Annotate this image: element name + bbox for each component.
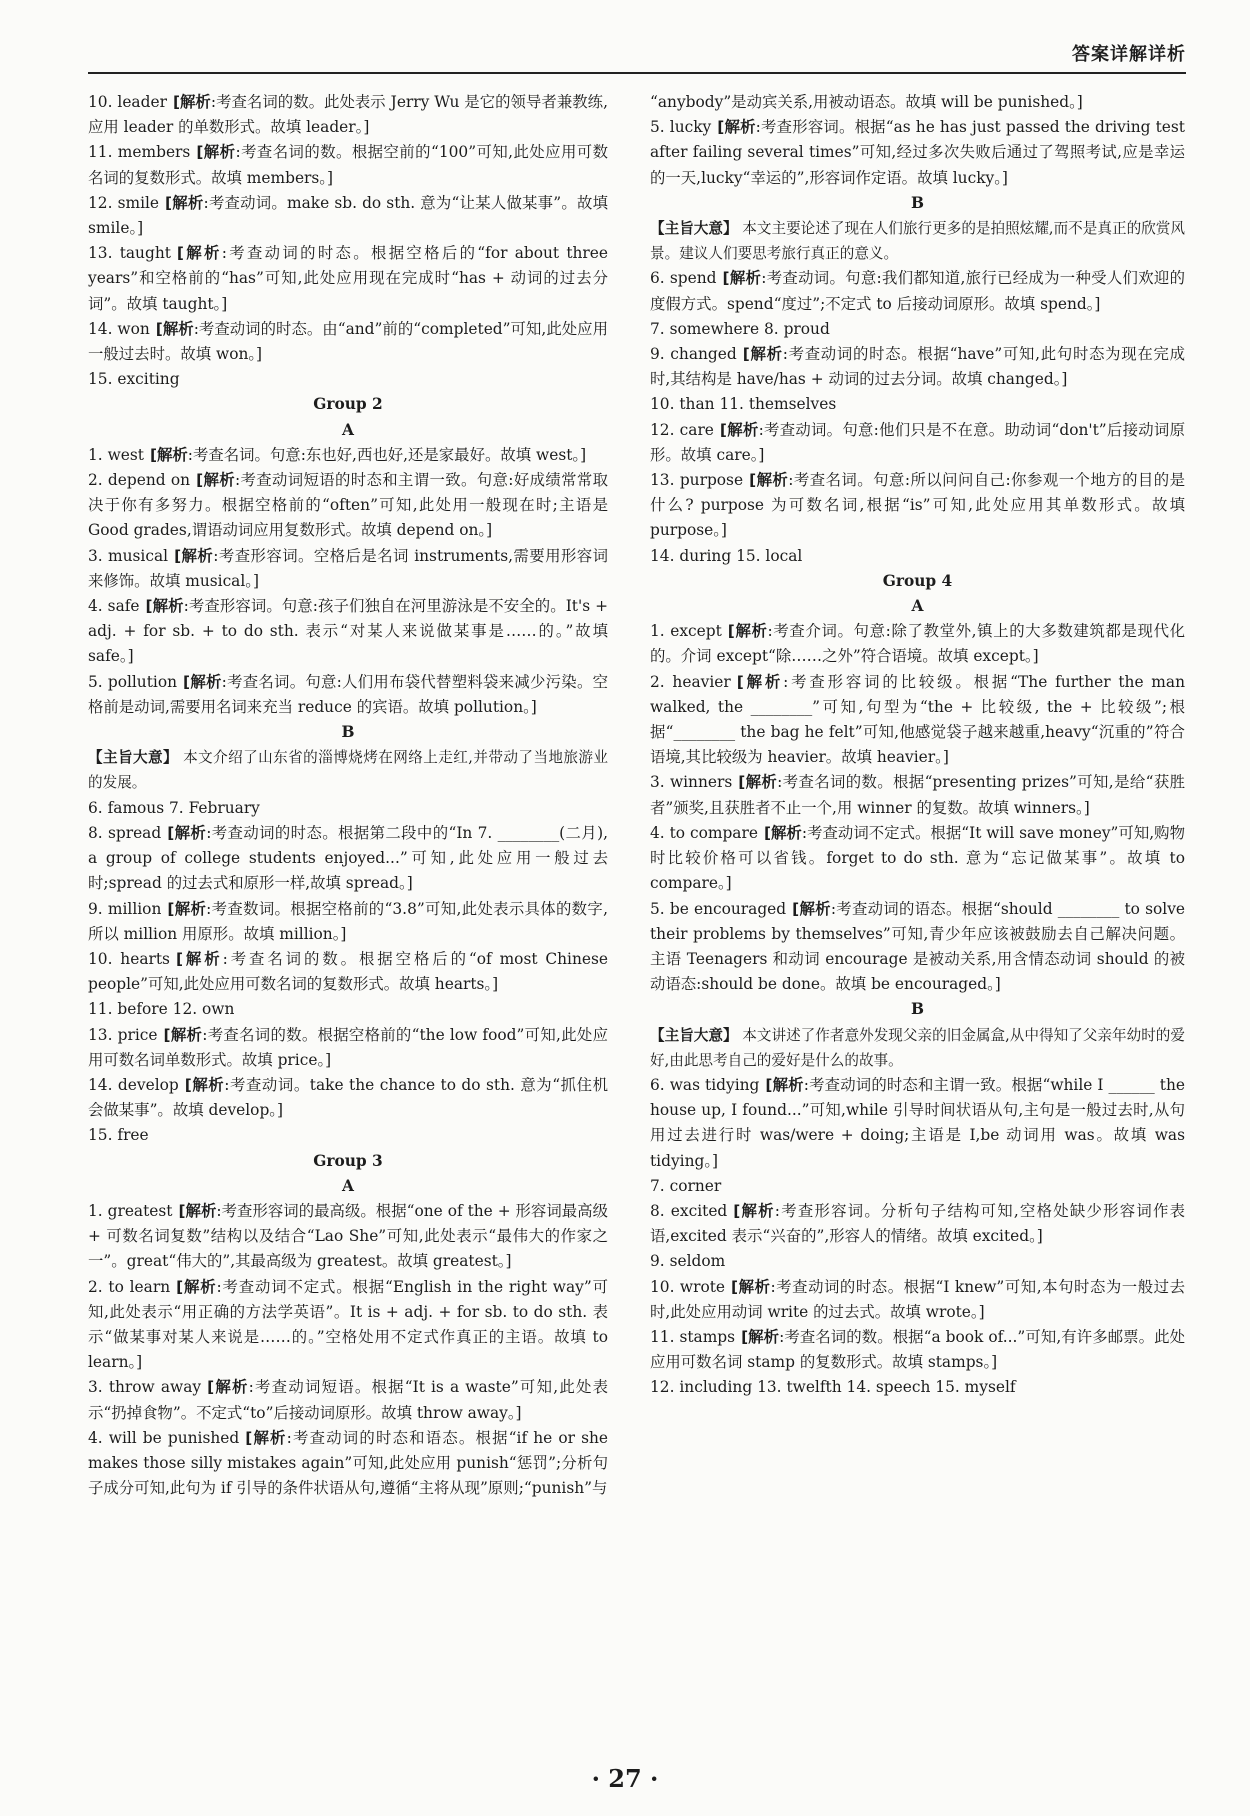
answer-word: 10. wrote xyxy=(650,1277,726,1296)
analysis-text: :考查动词。make sb. do sth. 意为“让某人做某事”。故填 smile。] xyxy=(88,193,608,238)
answer-word: 11. stamps xyxy=(650,1327,736,1346)
answer-word: 15. exciting xyxy=(88,370,180,389)
answer-item xyxy=(650,770,1185,820)
answer-word: 3. throw away xyxy=(88,1378,202,1397)
answer-word: 10. leader xyxy=(88,93,167,111)
answer-item xyxy=(88,1073,608,1123)
analysis-tag: [解析 xyxy=(727,622,768,641)
answer-word: 7. corner xyxy=(650,1176,722,1195)
analysis-tag: [解析 xyxy=(167,899,207,918)
group-heading: B xyxy=(910,1000,924,1019)
answer-item xyxy=(650,1325,1185,1375)
answer-word: 1. west xyxy=(88,445,144,464)
answer-item xyxy=(88,367,608,392)
answer-word: 12. including 13. twelfth 14. speech 15. myself xyxy=(650,1378,1016,1397)
answer-item xyxy=(88,1426,608,1502)
analysis-text: :考查名词的数。根据空格前的“the low food”可知,此处应用可数名词单数形式。故填 price。] xyxy=(88,1025,608,1069)
answer-word: 4. to compare xyxy=(650,823,758,842)
analysis-text: :考查名词的数。根据“a book of...”可知,有许多邮票。此处应用可数名词 stamp 的复数形式。故填 stamps。] xyxy=(650,1327,1185,1372)
answer-item xyxy=(650,1174,1185,1199)
answer-item xyxy=(88,317,608,367)
answer-item xyxy=(650,544,1185,569)
analysis-text: :考查动词短语的时态和主谓一致。句意:好成绩常常取决于你有多努力。根据空格前的“often”可知,此处用一般现在时;主语是 Good grades,谓语动词应用复数形式。故填 depend on。] xyxy=(88,471,608,540)
analysis-text: :考查动词不定式。根据“It will save money”可知,购物时比较价格可以省钱。forget to do sth. 意为“忘记做某事”。故填 to compare。] xyxy=(650,823,1185,893)
summary-paragraph xyxy=(650,1023,1185,1073)
answer-item xyxy=(88,897,608,947)
group-heading: A xyxy=(342,420,354,439)
analysis-tag: [解析 xyxy=(176,1277,217,1296)
analysis-tag: [解析 xyxy=(145,597,184,616)
analysis-text: :考查动词。句意:他们只是不在意。助动词“don't”后接动词原形。故填 care。] xyxy=(650,420,1185,464)
answer-word: 14. during 15. local xyxy=(650,546,803,565)
analysis-text: :考查名词。句意:所以问问自己:你参观一个地方的目的是什么? purpose 为可数名词,根据“is”可知,此处应用其单数形式。故填 purpose。] xyxy=(650,471,1185,540)
analysis-tag: [解析 xyxy=(175,949,223,968)
analysis-tag: [解析 xyxy=(765,1075,804,1094)
answer-item xyxy=(88,947,608,997)
analysis-tag: [解析 xyxy=(717,118,756,137)
analysis-text: :考查动词的时态。根据空格后的“for about three years”和空格前的“has”可知,此处应用现在完成时“has + 动词的过去分词”。故填 taught。] xyxy=(88,244,608,313)
answer-item xyxy=(88,191,608,241)
answer-item xyxy=(88,443,608,468)
analysis-tag: [解析 xyxy=(742,345,783,364)
answer-word: 3. winners xyxy=(650,773,733,792)
analysis-text: :考查形容词的比较级。根据“The further the man walked, the ________”可知,句型为“the + 比较级, the + 比较级”;根据“________ the bag he felt”可知,他感觉袋子越来越重,heavy“沉重的”符合语境,其比较级为 heavier。故填 heavier。] xyxy=(650,672,1185,767)
summary-text: 本文讲述了作者意外发现父亲的旧金属盒,从中得知了父亲年幼时的爱好,由此思考自己的爱好是什么的故事。 xyxy=(650,1026,1185,1069)
analysis-text: :考查动词的时态。根据“I knew”可知,本句时态为一般过去时,此处应用动词 write 的过去式。故填 wrote。] xyxy=(650,1277,1185,1321)
summary-tag: 【主旨大意】 xyxy=(88,749,179,767)
right-column xyxy=(650,90,1185,1401)
analysis-tag: [解析 xyxy=(722,269,762,288)
answer-word: 8. excited xyxy=(650,1201,728,1220)
analysis-text: :考查形容词。分析句子结构可知,空格处缺少形容词作表语,excited 表示“兴奋的”,形容人的情绪。故填 excited。] xyxy=(650,1201,1185,1246)
answer-item xyxy=(650,1199,1185,1249)
analysis-tag: [解析 xyxy=(155,319,194,338)
analysis-text: :考查形容词。空格后是名词 instruments,需要用形容词来修饰。故填 musical。] xyxy=(88,546,609,590)
group-heading: B xyxy=(341,723,355,742)
answer-word: 10. than 11. themselves xyxy=(650,395,837,414)
analysis-text: :考查动词的时态。根据第二段中的“In 7. ________(二月), a group of college students enjoyed...”可知,此处应用一般过去时;spread 的过去式和原形一样,故填 spread。] xyxy=(88,823,608,893)
analysis-text: :考查数词。根据空格前的“3.8”可知,此处表示具体的数字,所以 million 用原形。故填 million。] xyxy=(88,899,609,943)
summary-paragraph xyxy=(650,216,1185,266)
analysis-tag: [解析 xyxy=(738,773,778,792)
answer-word: 11. members xyxy=(88,143,191,162)
answer-item xyxy=(650,115,1185,191)
group-heading: B xyxy=(910,193,924,212)
answer-word: 12. smile xyxy=(88,193,160,212)
answer-item xyxy=(650,317,1185,342)
analysis-tag: [解析 xyxy=(184,1075,225,1094)
analysis-text: :考查动词的语态。根据“should ________ to solve their problems by themselves”可知,青少年应该被鼓励去自己解决问题。主语 Teenagers 和动词 encourage 是被动关系,用含情态动词 should 的被动语态:should be done。故填 be encouraged。] xyxy=(650,899,1185,994)
answer-word: 5. pollution xyxy=(88,672,178,691)
analysis-tag: [解析 xyxy=(149,445,188,464)
analysis-tag: [解析 xyxy=(207,1378,249,1397)
analysis-text: :考查名词的数。根据空格后的“of most Chinese people”可知,此处应用可数名词的复数形式。故填 hearts。] xyxy=(88,949,608,994)
answer-word: 4. will be punished xyxy=(88,1428,240,1447)
analysis-tag: [解析 xyxy=(763,823,802,842)
summary-paragraph xyxy=(88,745,608,795)
analysis-text: :考查动词不定式。根据“English in the right way”可知,此处表示“用正确的方法学英语”。It is + adj. + for sb. to do sth. 表示“做某事对某人来说是……的。”空格处用不定式作真正的主语。故填 to learn。] xyxy=(88,1277,608,1372)
answer-word: 5. lucky xyxy=(650,118,712,137)
analysis-tag: [解析 xyxy=(176,244,222,263)
answer-item xyxy=(650,1275,1185,1325)
group-heading: A xyxy=(911,597,924,616)
analysis-tag: [解析 xyxy=(196,143,236,162)
answer-item xyxy=(88,594,608,670)
analysis-text: :考查名词。句意:人们用布袋代替塑料袋来减少污染。空格前是动词,需要用名词来充当 reduce 的宾语。故填 pollution。] xyxy=(88,672,608,716)
answer-item xyxy=(650,1249,1185,1274)
summary-tag: 【主旨大意】 xyxy=(650,1026,738,1044)
analysis-tag: [解析 xyxy=(167,823,207,842)
left-column xyxy=(88,90,608,1501)
answer-word: 14. develop xyxy=(88,1075,179,1094)
analysis-tag: [解析 xyxy=(196,471,235,490)
analysis-tag: [解析 xyxy=(163,1025,203,1044)
answer-item xyxy=(88,1275,608,1376)
answer-word: 1. except xyxy=(650,622,722,641)
answer-word: 15. free xyxy=(88,1126,149,1145)
answer-word: 12. care xyxy=(650,420,714,439)
answer-word: 2. heavier xyxy=(650,672,731,691)
analysis-tag: [解析 xyxy=(183,672,222,691)
answer-item xyxy=(650,418,1185,468)
answer-word: 6. famous 7. February xyxy=(88,798,260,817)
analysis-text: :考查形容词。根据“as he has just passed the driving test after failing several times”可知,经过多次失败后通过了驾照考试,应是幸运的一天,lucky“幸运的”,形容词作定语。故填 lucky。] xyxy=(650,118,1185,187)
group-heading: Group 4 xyxy=(882,571,953,590)
page-number: · 27 · xyxy=(591,1764,659,1793)
answer-item xyxy=(88,1199,608,1275)
answer-item xyxy=(650,266,1185,316)
analysis-tag: [解析 xyxy=(736,672,784,691)
analysis-tag: [解析 xyxy=(733,1201,775,1220)
answer-word: 3. musical xyxy=(88,546,169,565)
header-title: 答案详解详析 xyxy=(1072,44,1186,65)
analysis-text: :考查形容词的最高级。根据“one of the + 形容词最高级 + 可数名词复数”结构以及结合“Lao She”可知,此处表示“最伟大的作家之一”。great“伟大的”,其最高级为 greatest。故填 greatest。] xyxy=(88,1201,608,1271)
analysis-tag: [解析 xyxy=(792,899,831,918)
answer-item xyxy=(88,544,608,594)
analysis-text: :考查名词。句意:东也好,西也好,还是家最好。故填 west。] xyxy=(187,445,587,464)
answer-word: 5. be encouraged xyxy=(650,899,787,918)
analysis-text: :考查名词的数。根据空前的“100”可知,此处应用可数名词的复数形式。故填 members。] xyxy=(88,143,608,187)
answer-word: 11. before 12. own xyxy=(88,1000,235,1019)
summary-text: 本文介绍了山东省的淄博烧烤在网络上走红,并带动了当地旅游业的发展。 xyxy=(88,749,608,792)
answer-word: 10. hearts xyxy=(88,949,170,968)
answer-item xyxy=(88,1375,608,1425)
answer-word: 2. to learn xyxy=(88,1277,171,1296)
analysis-text: :考查动词短语。根据“It is a waste”可知,此处表示“扔掉食物”。不定式“to”后接动词原形。故填 throw away。] xyxy=(88,1378,608,1422)
analysis-tag: [解析 xyxy=(245,1428,287,1447)
answer-item xyxy=(650,392,1185,417)
group-heading: Group 2 xyxy=(313,395,383,414)
analysis-tag: [解析 xyxy=(749,471,789,490)
analysis-text: :考查动词的时态和主谓一致。根据“while I ______ the house up, I found...”可知,while 引导时间状语从句,主句是一般过去时,从句用过去进行时 was/were + doing;主语是 I,be 动词用 was。故填 was tidying。] xyxy=(650,1075,1185,1170)
analysis-tag: [解析 xyxy=(172,93,211,111)
answer-word: 6. was tidying xyxy=(650,1075,760,1094)
summary-tag: 【主旨大意】 xyxy=(650,220,738,238)
answer-word: 6. spend xyxy=(650,269,717,288)
answer-word: 13. taught xyxy=(88,244,171,263)
analysis-text: :考查动词的时态。根据“have”可知,此句时态为现在完成时,其结构是 have/has + 动词的过去分词。故填 changed。] xyxy=(650,345,1185,389)
answer-item xyxy=(88,1123,608,1148)
answer-word: 1. greatest xyxy=(88,1201,173,1220)
analysis-text: :考查动词的时态和语态。根据“if he or she makes those silly mistakes again”可知,此处应用 punish“惩罚”;分析句子成分可知,此句为 if 引导的条件状语从句,遵循“主将从现”原则;“punish”与 xyxy=(88,1428,608,1498)
answer-item xyxy=(650,468,1185,544)
answer-item xyxy=(650,897,1185,998)
answer-word: 2. depend on xyxy=(88,471,191,490)
answer-word: 8. spread xyxy=(88,823,162,842)
answer-continuation: “anybody”是动宾关系,用被动语态。故填 will be punished。] xyxy=(650,93,1083,111)
group-heading: A xyxy=(342,1176,354,1195)
answer-item xyxy=(650,619,1185,669)
answer-item xyxy=(650,1375,1185,1400)
analysis-text: :考查动词。take the chance to do sth. 意为“抓住机会做某事”。故填 develop。] xyxy=(88,1075,608,1120)
analysis-tag: [解析 xyxy=(731,1277,771,1296)
analysis-text: :考查形容词。句意:孩子们独自在河里游泳是不安全的。It's + adj. + for sb. + to do sth. 表示“对某人来说做某事是……的。”故填 safe。] xyxy=(88,597,608,666)
answer-item xyxy=(88,140,608,190)
answer-item xyxy=(88,821,608,897)
answer-word: 7. somewhere 8. proud xyxy=(650,319,830,338)
analysis-tag: [解析 xyxy=(741,1327,780,1346)
answer-word: 9. million xyxy=(88,899,162,918)
answer-item xyxy=(88,1023,608,1073)
answer-item xyxy=(650,1073,1185,1174)
analysis-tag: [解析 xyxy=(719,420,759,439)
analysis-tag: [解析 xyxy=(178,1201,217,1220)
answer-word: 9. seldom xyxy=(650,1252,726,1271)
answer-word: 13. price xyxy=(88,1025,158,1044)
answer-word: 13. purpose xyxy=(650,471,744,490)
analysis-tag: [解析 xyxy=(174,546,214,565)
analysis-text: :考查名词的数。根据“presenting prizes”可知,是给“获胜者”颁奖,且获胜者不止一个,用 winner 的复数。故填 winners。] xyxy=(650,773,1185,817)
answer-word: 4. safe xyxy=(88,597,140,616)
answer-word: 9. changed xyxy=(650,345,737,364)
answer-item xyxy=(650,670,1185,771)
analysis-text: :考查动词的时态。由“and”前的“completed”可知,此处应用一般过去时。故填 won。] xyxy=(88,319,608,364)
answer-item xyxy=(88,670,608,720)
analysis-text: :考查介词。句意:除了教堂外,镇上的大多数建筑都是现代化的。介词 except“除……之外”符合语境。故填 except。] xyxy=(650,622,1185,666)
answer-item xyxy=(88,997,608,1022)
answer-item xyxy=(88,90,608,140)
header-rule xyxy=(88,72,1186,74)
summary-text: 本文主要论述了现在人们旅行更多的是拍照炫耀,而不是真正的欣赏风景。建议人们要思考旅行真正的意义。 xyxy=(650,220,1185,263)
answer-item xyxy=(88,468,608,544)
answer-item xyxy=(650,342,1185,392)
analysis-text: :考查名词的数。此处表示 Jerry Wu 是它的领导者兼教练,应用 leader 的单数形式。故填 leader。] xyxy=(88,93,608,137)
analysis-tag: [解析 xyxy=(165,193,204,212)
answer-item xyxy=(88,796,608,821)
group-heading: Group 3 xyxy=(313,1151,383,1170)
answer-word: 14. won xyxy=(88,319,150,338)
analysis-text: :考查动词。句意:我们都知道,旅行已经成为一种受人们欢迎的度假方式。spend“度过”;不定式 to 后接动词原形。故填 spend。] xyxy=(650,269,1185,313)
answer-item xyxy=(88,241,608,317)
answer-item xyxy=(650,821,1185,897)
